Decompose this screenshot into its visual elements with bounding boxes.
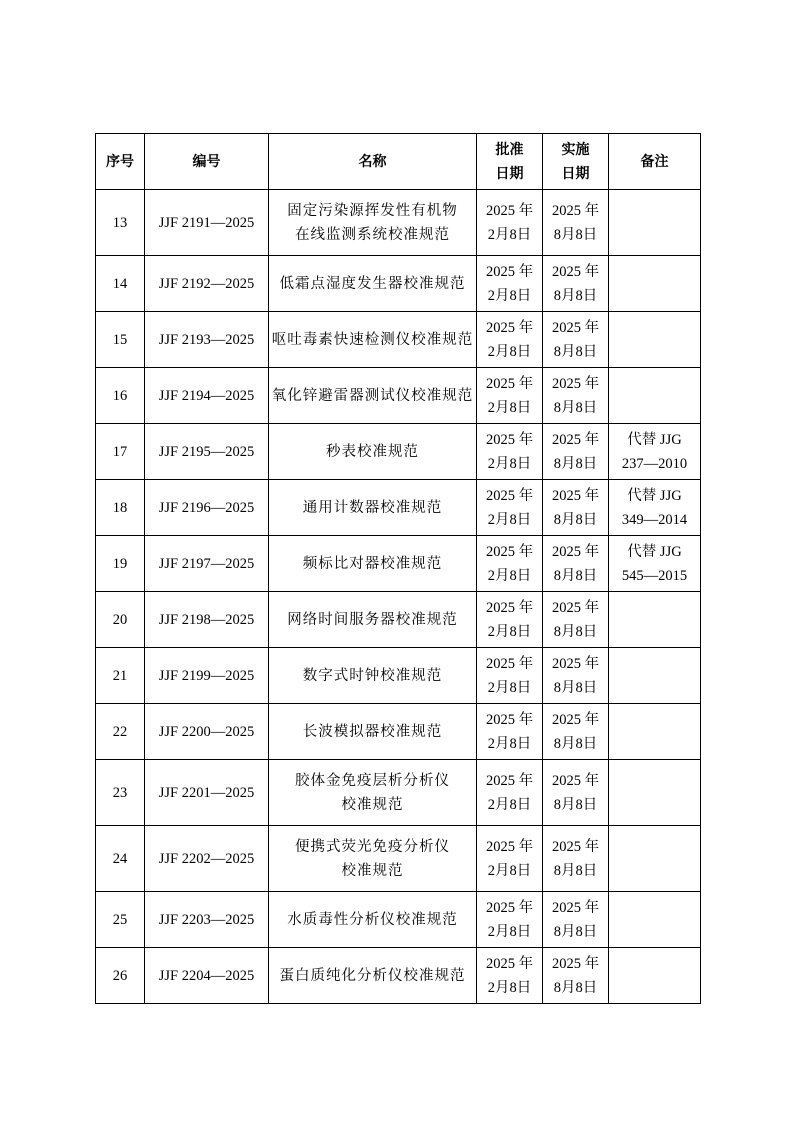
row-remark [609, 536, 701, 592]
row-approve-date [477, 312, 543, 368]
row-name-line: 胶体金免疫层析分析仪 [295, 772, 450, 789]
row-remark [609, 480, 701, 536]
header-impl-line1: 实施 [561, 141, 590, 158]
row-code: JJF 2198—2025 [145, 592, 269, 648]
row-name-line: 氧化锌避雷器测试仪校准规范 [271, 387, 474, 404]
row-seq: 22 [96, 704, 145, 760]
row-impl-line: 2025 年 [551, 375, 600, 392]
row-name-line: 数字式时钟校准规范 [302, 667, 443, 684]
row-approve-date [477, 592, 543, 648]
row-approve-line: 2025 年 [485, 899, 534, 916]
row-remark-line: 代替 JJG [627, 487, 682, 504]
row-name [269, 536, 477, 592]
row-remark-line: 545—2015 [621, 567, 688, 584]
row-remark [609, 826, 701, 892]
row-remark [609, 312, 701, 368]
row-name-line: 网络时间服务器校准规范 [287, 611, 458, 628]
row-approve-line: 2月8日 [487, 226, 532, 243]
row-impl-line: 2025 年 [551, 319, 600, 336]
row-impl-line: 2025 年 [551, 772, 600, 789]
row-approve-date [477, 368, 543, 424]
row-remark [609, 892, 701, 948]
row-impl-date [543, 592, 609, 648]
row-code: JJF 2192—2025 [145, 256, 269, 312]
row-impl-line: 2025 年 [551, 487, 600, 504]
row-impl-line: 2025 年 [551, 899, 600, 916]
row-name-line: 蛋白质纯化分析仪校准规范 [279, 967, 466, 984]
table-row [96, 648, 701, 704]
row-impl-line: 8月8日 [553, 511, 598, 528]
row-impl-line: 8月8日 [553, 399, 598, 416]
row-name [269, 480, 477, 536]
row-impl-line: 8月8日 [553, 796, 598, 813]
table-body [96, 190, 701, 1004]
row-impl-date [543, 536, 609, 592]
row-name [269, 892, 477, 948]
row-impl-date [543, 704, 609, 760]
table-row [96, 948, 701, 1004]
row-approve-line: 2025 年 [485, 838, 534, 855]
table-row [96, 480, 701, 536]
row-code: JJF 2191—2025 [145, 190, 269, 256]
row-approve-line: 2月8日 [487, 399, 532, 416]
table-row [96, 536, 701, 592]
table-row [96, 592, 701, 648]
row-remark-line: 代替 JJG [627, 431, 682, 448]
row-remark [609, 190, 701, 256]
row-impl-line: 8月8日 [553, 455, 598, 472]
row-approve-line: 2月8日 [487, 343, 532, 360]
row-impl-date [543, 256, 609, 312]
row-approve-line: 2025 年 [485, 543, 534, 560]
row-impl-line: 2025 年 [551, 543, 600, 560]
row-approve-line: 2月8日 [487, 567, 532, 584]
header-remark: 备注 [609, 134, 701, 190]
row-name [269, 826, 477, 892]
row-name-line: 呕吐毒素快速检测仪校准规范 [271, 331, 474, 348]
row-remark [609, 592, 701, 648]
row-code: JJF 2202—2025 [145, 826, 269, 892]
row-approve-line: 2025 年 [485, 375, 534, 392]
row-seq: 17 [96, 424, 145, 480]
row-name-line: 校准规范 [341, 796, 404, 813]
row-impl-line: 8月8日 [553, 567, 598, 584]
row-impl-date [543, 424, 609, 480]
row-name-line: 通用计数器校准规范 [302, 499, 443, 516]
row-name-line: 长波模拟器校准规范 [302, 723, 443, 740]
row-seq: 21 [96, 648, 145, 704]
row-impl-date [543, 480, 609, 536]
row-code: JJF 2196—2025 [145, 480, 269, 536]
row-approve-line: 2025 年 [485, 599, 534, 616]
row-impl-date [543, 760, 609, 826]
header-impl-line2: 日期 [561, 165, 590, 182]
row-approve-line: 2月8日 [487, 455, 532, 472]
row-impl-date [543, 892, 609, 948]
header-seq: 序号 [96, 134, 145, 190]
row-approve-line: 2025 年 [485, 319, 534, 336]
row-approve-line: 2月8日 [487, 511, 532, 528]
row-remark [609, 368, 701, 424]
row-name [269, 592, 477, 648]
row-remark [609, 704, 701, 760]
row-name-line: 校准规范 [341, 862, 404, 879]
row-name [269, 948, 477, 1004]
row-approve-date [477, 760, 543, 826]
row-impl-line: 8月8日 [553, 287, 598, 304]
row-approve-line: 2月8日 [487, 735, 532, 752]
row-impl-date [543, 368, 609, 424]
row-name-line: 低霜点湿度发生器校准规范 [279, 275, 466, 292]
row-impl-line: 8月8日 [553, 862, 598, 879]
row-approve-date [477, 424, 543, 480]
row-approve-date [477, 256, 543, 312]
table-row [96, 892, 701, 948]
row-impl-date [543, 312, 609, 368]
row-code: JJF 2201—2025 [145, 760, 269, 826]
row-approve-date [477, 704, 543, 760]
row-approve-line: 2月8日 [487, 923, 532, 940]
row-remark [609, 256, 701, 312]
row-impl-line: 2025 年 [551, 202, 600, 219]
row-seq: 26 [96, 948, 145, 1004]
row-impl-line: 2025 年 [551, 655, 600, 672]
row-name-line: 水质毒性分析仪校准规范 [287, 911, 458, 928]
row-name [269, 190, 477, 256]
row-approve-line: 2025 年 [485, 711, 534, 728]
row-name-line: 频标比对器校准规范 [302, 555, 443, 572]
row-name [269, 368, 477, 424]
row-name-line: 固定污染源挥发性有机物 [287, 202, 458, 219]
table-row [96, 312, 701, 368]
row-approve-line: 2025 年 [485, 772, 534, 789]
header-code: 编号 [145, 134, 269, 190]
row-impl-line: 8月8日 [553, 343, 598, 360]
row-code: JJF 2204—2025 [145, 948, 269, 1004]
row-name-line: 便携式荧光免疫分析仪 [295, 838, 450, 855]
row-code: JJF 2195—2025 [145, 424, 269, 480]
row-approve-line: 2月8日 [487, 679, 532, 696]
header-approve-line2: 日期 [495, 165, 524, 182]
row-approve-line: 2月8日 [487, 862, 532, 879]
table-row [96, 826, 701, 892]
row-approve-line: 2025 年 [485, 955, 534, 972]
row-impl-line: 8月8日 [553, 679, 598, 696]
row-approve-date [477, 190, 543, 256]
row-code: JJF 2194—2025 [145, 368, 269, 424]
row-name [269, 648, 477, 704]
row-approve-date [477, 948, 543, 1004]
row-code: JJF 2193—2025 [145, 312, 269, 368]
row-approve-line: 2025 年 [485, 431, 534, 448]
row-approve-line: 2025 年 [485, 202, 534, 219]
row-impl-date [543, 826, 609, 892]
row-approve-line: 2025 年 [485, 487, 534, 504]
row-impl-line: 2025 年 [551, 431, 600, 448]
row-approve-date [477, 648, 543, 704]
row-impl-line: 8月8日 [553, 226, 598, 243]
row-impl-line: 2025 年 [551, 955, 600, 972]
row-approve-date [477, 826, 543, 892]
table-row [96, 704, 701, 760]
row-approve-line: 2月8日 [487, 796, 532, 813]
row-remark-line: 237—2010 [621, 455, 688, 472]
row-seq: 19 [96, 536, 145, 592]
row-approve-line: 2月8日 [487, 623, 532, 640]
row-impl-line: 8月8日 [553, 735, 598, 752]
specs-table [95, 133, 701, 1004]
table-row [96, 424, 701, 480]
row-name [269, 312, 477, 368]
row-impl-line: 2025 年 [551, 711, 600, 728]
table-row [96, 256, 701, 312]
row-impl-line: 2025 年 [551, 838, 600, 855]
row-code: JJF 2199—2025 [145, 648, 269, 704]
table-row [96, 190, 701, 256]
row-approve-line: 2025 年 [485, 263, 534, 280]
row-approve-date [477, 480, 543, 536]
row-remark [609, 424, 701, 480]
row-name [269, 424, 477, 480]
row-approve-line: 2025 年 [485, 655, 534, 672]
row-code: JJF 2197—2025 [145, 536, 269, 592]
row-approve-date [477, 892, 543, 948]
row-impl-date [543, 190, 609, 256]
row-remark [609, 948, 701, 1004]
row-approve-date [477, 536, 543, 592]
row-name-line: 在线监测系统校准规范 [295, 226, 450, 243]
header-name: 名称 [269, 134, 477, 190]
header-approve-line1: 批准 [495, 141, 524, 158]
row-code: JJF 2203—2025 [145, 892, 269, 948]
row-impl-line: 2025 年 [551, 263, 600, 280]
row-name [269, 256, 477, 312]
table-row [96, 760, 701, 826]
row-impl-date [543, 648, 609, 704]
header-approve-date [477, 134, 543, 190]
row-impl-date [543, 948, 609, 1004]
header-impl-date [543, 134, 609, 190]
row-impl-line: 8月8日 [553, 979, 598, 996]
row-seq: 18 [96, 480, 145, 536]
row-seq: 20 [96, 592, 145, 648]
row-approve-line: 2月8日 [487, 979, 532, 996]
row-remark-line: 代替 JJG [627, 543, 682, 560]
row-name-line: 秒表校准规范 [326, 443, 419, 460]
row-remark-line: 349—2014 [621, 511, 688, 528]
header-row [96, 134, 701, 190]
row-impl-line: 8月8日 [553, 923, 598, 940]
row-seq: 23 [96, 760, 145, 826]
row-name [269, 704, 477, 760]
row-name [269, 760, 477, 826]
row-seq: 15 [96, 312, 145, 368]
row-seq: 14 [96, 256, 145, 312]
row-remark [609, 648, 701, 704]
row-seq: 16 [96, 368, 145, 424]
row-seq: 13 [96, 190, 145, 256]
row-impl-line: 2025 年 [551, 599, 600, 616]
row-remark [609, 760, 701, 826]
row-impl-line: 8月8日 [553, 623, 598, 640]
row-code: JJF 2200—2025 [145, 704, 269, 760]
table-row [96, 368, 701, 424]
row-seq: 25 [96, 892, 145, 948]
row-seq: 24 [96, 826, 145, 892]
row-approve-line: 2月8日 [487, 287, 532, 304]
